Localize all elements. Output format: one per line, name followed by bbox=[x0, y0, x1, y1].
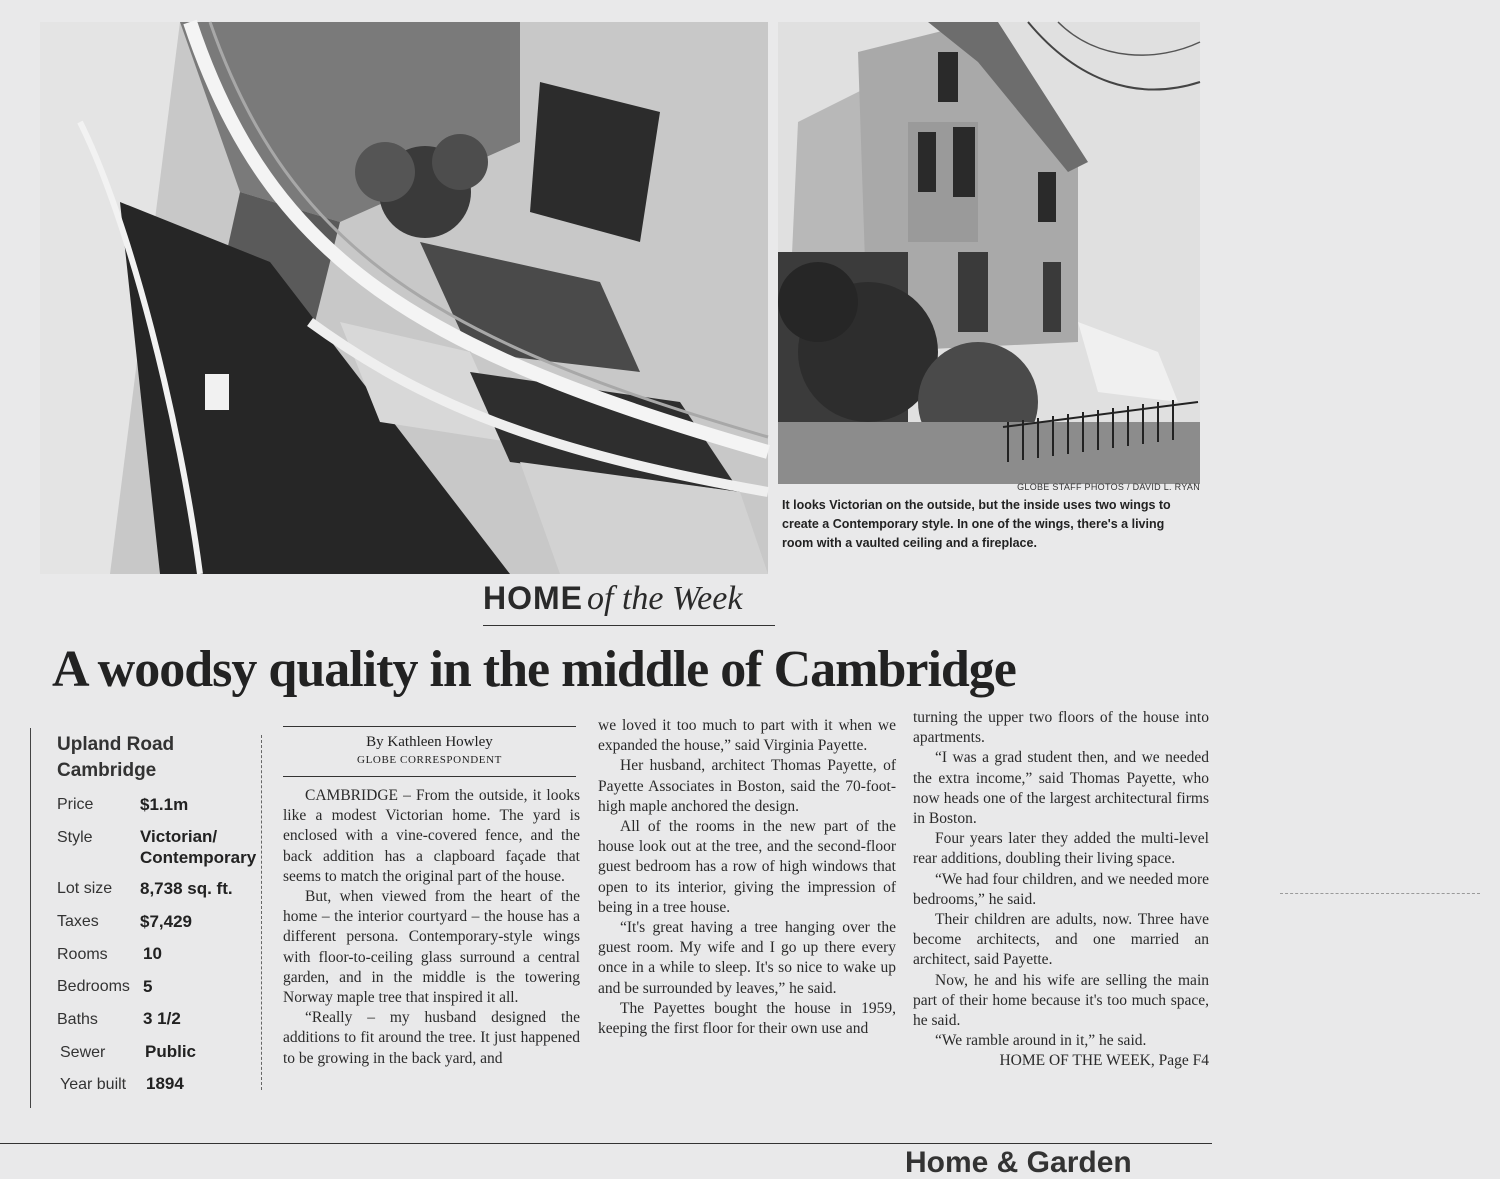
fact-label-sewer: Sewer bbox=[60, 1044, 106, 1061]
fact-label-taxes: Taxes bbox=[57, 913, 99, 930]
fact-value-sewer: Public bbox=[145, 1042, 197, 1061]
fact-label-year-built: Year built bbox=[60, 1076, 127, 1093]
interior-courtyard-photo bbox=[40, 22, 768, 574]
paragraph: “I was a grad student then, and we needed the extra income,” said Thomas Payette, who now heads one of the largest architectural firms in Boston. bbox=[913, 749, 1209, 828]
paragraph: But, when viewed from the heart of the home – the interior courtyard – the house has a different persona. Contemporary-style wings with floor-to-ceiling glass surround a central garden, and in the middle is the towering Norway maple tree that inspired it all. bbox=[283, 888, 580, 1007]
paragraph: All of the rooms in the new part of the house look out at the tree, and the second-floor guest bedroom has a row of high windows that open to its interior, giving the impression of being in a tree house. bbox=[598, 818, 896, 916]
paragraph: CAMBRIDGE – From the outside, it looks like a modest Victorian home. The yard is enclosed with a vine-covered fence, and the back addition has a clapboard façade that seems to match the original part of the house. bbox=[283, 787, 580, 885]
paragraph: The Payettes bought the house in 1959, keeping the first floor for their own use and bbox=[598, 999, 896, 1038]
section-kicker bbox=[483, 580, 775, 618]
byline-top-rule bbox=[283, 726, 576, 727]
kicker-home: HOME bbox=[483, 580, 583, 616]
byline-bottom-rule bbox=[283, 776, 576, 777]
fact-box-left-rule bbox=[30, 728, 31, 1108]
article-column-2 bbox=[598, 716, 896, 1039]
fact-value-year-built: 1894 bbox=[146, 1074, 184, 1093]
fact-box bbox=[30, 728, 260, 1108]
headline: A woodsy quality in the middle of Cambridge bbox=[52, 641, 1016, 698]
interior-courtyard-illustration bbox=[40, 22, 768, 574]
fact-value-price: $1.1m bbox=[140, 795, 189, 814]
paragraph: Four years later they added the multi-level rear additions, doubling their living space. bbox=[913, 830, 1209, 868]
fact-label-bedrooms: Bedrooms bbox=[57, 978, 130, 995]
fact-label-lot-size: Lot size bbox=[57, 880, 113, 897]
jump-line: HOME OF THE WEEK, Page F4 bbox=[999, 1052, 1209, 1070]
paragraph: “We ramble around in it,” he said. bbox=[935, 1032, 1147, 1050]
byline-author: By Kathleen Howley bbox=[366, 734, 493, 750]
fact-value-lot-size: 8,738 sq. ft. bbox=[140, 879, 233, 898]
scan-mark bbox=[1280, 893, 1480, 894]
article-column-1 bbox=[283, 786, 580, 1069]
paragraph: Their children are adults, now. Three have become architects, and one married an architect, said Payette. bbox=[913, 911, 1209, 969]
fact-label-price: Price bbox=[57, 796, 94, 813]
paragraph: we loved it too much to part with it when we expanded the house,” said Virginia Payette. bbox=[598, 717, 896, 755]
kicker-underline bbox=[483, 625, 775, 626]
fact-box-city: Cambridge bbox=[57, 760, 157, 781]
fact-label-style: Style bbox=[57, 829, 93, 846]
paragraph: Now, he and his wife are selling the main part of their home because it's too much space, he said. bbox=[913, 971, 1209, 1030]
footer-section-name: Home & Garden bbox=[905, 1146, 1132, 1179]
article-column-3 bbox=[913, 708, 1209, 1072]
paragraph: “Really – my husband designed the additions to fit around the tree. It just happened to be growing in the back yard, and bbox=[283, 1009, 580, 1067]
paragraph: Her husband, architect Thomas Payette, of Payette Associates in Boston, said the 70-foot-high maple anchored the design. bbox=[598, 757, 896, 815]
byline-role: GLOBE CORRESPONDENT bbox=[357, 754, 502, 766]
paragraph: “It's great having a tree hanging over the guest room. My wife and I go up there every once in a while to sleep. It's so nice to wake up and be surrounded by leaves,” he said. bbox=[598, 919, 896, 997]
fact-value-baths: 3 1/2 bbox=[143, 1009, 181, 1028]
fact-value-taxes: $7,429 bbox=[140, 912, 192, 931]
fact-value-bedrooms: 5 bbox=[143, 977, 153, 996]
victorian-exterior-photo bbox=[778, 22, 1200, 484]
fact-label-baths: Baths bbox=[57, 1011, 98, 1028]
victorian-house-illustration bbox=[778, 22, 1200, 484]
fact-box-street: Upland Road bbox=[57, 734, 175, 755]
photo-credit: GLOBE STAFF PHOTOS / DAVID L. RYAN bbox=[1017, 482, 1200, 492]
kicker-of-the-week: of the Week bbox=[587, 580, 743, 617]
paragraph: turning the upper two floors of the house into apartments. bbox=[913, 709, 1209, 747]
fact-label-rooms: Rooms bbox=[57, 946, 108, 963]
fact-value-style: Victorian/ Contemporary bbox=[140, 827, 257, 867]
fact-box-separator bbox=[261, 735, 262, 1090]
bottom-rule bbox=[0, 1143, 1212, 1144]
paragraph: “We had four children, and we needed more bedrooms,” he said. bbox=[913, 870, 1209, 908]
fact-value-rooms: 10 bbox=[143, 944, 162, 963]
photo-caption: It looks Victorian on the outside, but the inside uses two wings to create a Contemporary style. In one of the wings, there's a living room with a vaulted ceiling and a fireplace. bbox=[782, 498, 1171, 550]
